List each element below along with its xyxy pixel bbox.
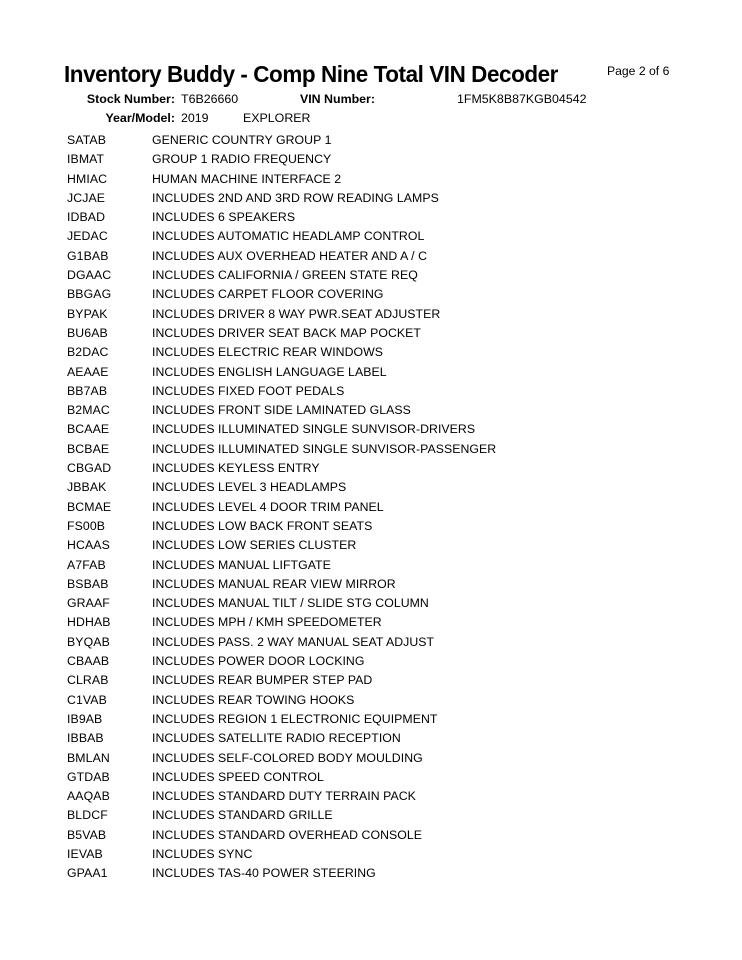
option-code: HCAAS xyxy=(67,538,110,553)
page-indicator: Page 2 of 6 xyxy=(607,64,670,78)
option-row xyxy=(0,673,742,692)
option-row xyxy=(0,577,742,596)
option-description: INCLUDES LOW BACK FRONT SEATS xyxy=(152,518,373,533)
option-row xyxy=(0,538,742,557)
option-description: INCLUDES SYNC xyxy=(152,846,253,861)
option-row xyxy=(0,654,742,673)
option-row xyxy=(0,326,742,345)
option-description: INCLUDES STANDARD GRILLE xyxy=(152,808,333,823)
option-code: BCBAE xyxy=(67,441,110,456)
option-code: BU6AB xyxy=(67,325,108,340)
year-model-row xyxy=(0,111,742,127)
option-description: INCLUDES CALIFORNIA / GREEN STATE REQ xyxy=(152,268,418,283)
option-code: HDHAB xyxy=(67,615,111,630)
option-code: BYPAK xyxy=(67,306,108,321)
option-description: INCLUDES LEVEL 4 DOOR TRIM PANEL xyxy=(152,499,384,514)
stock-number-value: T6B26660 xyxy=(181,92,239,106)
option-row xyxy=(0,249,742,268)
option-description: INCLUDES ILLUMINATED SINGLE SUNVISOR-PASSENGER xyxy=(152,441,497,456)
option-code: BB7AB xyxy=(67,383,108,398)
option-description: INCLUDES SELF-COLORED BODY MOULDING xyxy=(152,750,423,765)
option-row xyxy=(0,731,742,750)
option-description: INCLUDES LEVEL 3 HEADLAMPS xyxy=(152,480,347,495)
option-row xyxy=(0,422,742,441)
option-code: IDBAD xyxy=(67,210,106,225)
option-row xyxy=(0,287,742,306)
option-row xyxy=(0,365,742,384)
option-description: INCLUDES ELECTRIC REAR WINDOWS xyxy=(152,345,384,360)
year-value: 2019 xyxy=(181,111,209,125)
option-description: INCLUDES 2ND AND 3RD ROW READING LAMPS xyxy=(152,190,439,205)
option-code: BCAAE xyxy=(67,422,110,437)
option-description: INCLUDES MPH / KMH SPEEDOMETER xyxy=(152,615,382,630)
option-code: IB9AB xyxy=(67,711,103,726)
option-row xyxy=(0,307,742,326)
option-row xyxy=(0,345,742,364)
option-description: INCLUDES AUTOMATIC HEADLAMP CONTROL xyxy=(152,229,425,244)
option-row xyxy=(0,712,742,731)
option-description: INCLUDES MANUAL TILT / SLIDE STG COLUMN xyxy=(152,596,429,611)
option-code: JEDAC xyxy=(67,229,108,244)
option-description: INCLUDES REAR BUMPER STEP PAD xyxy=(152,673,373,688)
option-description: INCLUDES SPEED CONTROL xyxy=(152,769,324,784)
stock-and-vin-row xyxy=(0,92,742,108)
option-description: INCLUDES REGION 1 ELECTRONIC EQUIPMENT xyxy=(152,711,438,726)
option-description: INCLUDES FRONT SIDE LAMINATED GLASS xyxy=(152,403,411,418)
option-description: INCLUDES DRIVER SEAT BACK MAP POCKET xyxy=(152,325,421,340)
option-code: CBAAB xyxy=(67,654,110,669)
option-row xyxy=(0,596,742,615)
vin-number-label: VIN Number: xyxy=(299,92,375,106)
option-description: INCLUDES FIXED FOOT PEDALS xyxy=(152,383,345,398)
option-code: A7FAB xyxy=(67,557,106,572)
option-row xyxy=(0,847,742,866)
option-description: INCLUDES LOW SERIES CLUSTER xyxy=(152,538,357,553)
option-row xyxy=(0,500,742,519)
option-code: AEAAE xyxy=(67,364,109,379)
vin-number-value: 1FM5K8B87KGB04542 xyxy=(457,92,587,106)
option-description: INCLUDES TAS-40 POWER STEERING xyxy=(152,866,376,881)
option-code: GTDAB xyxy=(67,769,110,784)
option-code: G1BAB xyxy=(67,248,109,263)
option-description: INCLUDES MANUAL REAR VIEW MIRROR xyxy=(152,576,396,591)
option-code: FS00B xyxy=(67,518,106,533)
option-code: SATAB xyxy=(67,133,106,147)
option-row xyxy=(0,751,742,770)
option-code: IEVAB xyxy=(67,846,103,861)
option-description: INCLUDES KEYLESS ENTRY xyxy=(152,461,320,476)
option-description: INCLUDES POWER DOOR LOCKING xyxy=(152,654,365,669)
option-code: AAQAB xyxy=(67,789,110,804)
option-code: BCMAE xyxy=(67,499,112,514)
option-code: BYQAB xyxy=(67,634,110,649)
option-row xyxy=(0,442,742,461)
option-row xyxy=(0,789,742,808)
option-row xyxy=(0,461,742,480)
option-row xyxy=(0,191,742,210)
option-row xyxy=(0,229,742,248)
option-code: HMIAC xyxy=(67,171,108,186)
option-row xyxy=(0,268,742,287)
option-row xyxy=(0,770,742,789)
option-row xyxy=(0,480,742,499)
option-description: INCLUDES CARPET FLOOR COVERING xyxy=(152,287,384,302)
option-row xyxy=(0,828,742,847)
option-row xyxy=(0,133,742,152)
option-code-list xyxy=(0,133,742,886)
option-row xyxy=(0,519,742,538)
year-model-label: Year/Model: xyxy=(105,111,175,125)
stock-number-label: Stock Number: xyxy=(86,92,175,106)
option-code: BLDCF xyxy=(67,808,108,823)
option-row xyxy=(0,384,742,403)
option-code: C1VAB xyxy=(67,692,107,707)
option-description: INCLUDES ILLUMINATED SINGLE SUNVISOR-DRIVERS xyxy=(152,422,476,437)
option-description: INCLUDES STANDARD OVERHEAD CONSOLE xyxy=(152,827,423,842)
option-code: IBBAB xyxy=(67,731,104,746)
option-row xyxy=(0,172,742,191)
option-code: JCJAE xyxy=(67,190,106,205)
option-code: BSBAB xyxy=(67,576,109,591)
option-description: INCLUDES MANUAL LIFTGATE xyxy=(152,557,331,572)
option-row xyxy=(0,558,742,577)
option-description: GROUP 1 RADIO FREQUENCY xyxy=(152,152,332,167)
option-code: BBGAG xyxy=(67,287,112,302)
option-description: INCLUDES AUX OVERHEAD HEATER AND A / C xyxy=(152,248,428,263)
option-code: GPAA1 xyxy=(67,866,108,881)
option-code: CBGAD xyxy=(67,461,112,476)
option-row xyxy=(0,152,742,171)
option-row xyxy=(0,866,742,885)
option-code: JBBAK xyxy=(67,480,107,495)
option-description: INCLUDES DRIVER 8 WAY PWR.SEAT ADJUSTER xyxy=(152,306,441,321)
option-row xyxy=(0,403,742,422)
page-title: Inventory Buddy - Comp Nine Total VIN Decoder xyxy=(64,61,558,87)
option-description: INCLUDES ENGLISH LANGUAGE LABEL xyxy=(152,364,387,379)
option-code: B2MAC xyxy=(67,403,110,418)
option-row xyxy=(0,693,742,712)
option-code: GRAAF xyxy=(67,596,110,611)
option-description: HUMAN MACHINE INTERFACE 2 xyxy=(152,171,342,186)
option-code: B5VAB xyxy=(67,827,107,842)
model-value: EXPLORER xyxy=(243,111,311,125)
option-row xyxy=(0,635,742,654)
option-row xyxy=(0,615,742,634)
option-description: GENERIC COUNTRY GROUP 1 xyxy=(152,133,332,147)
option-code: DGAAC xyxy=(67,268,112,283)
option-description: INCLUDES REAR TOWING HOOKS xyxy=(152,692,355,707)
option-description: INCLUDES STANDARD DUTY TERRAIN PACK xyxy=(152,789,416,804)
option-row xyxy=(0,808,742,827)
option-code: B2DAC xyxy=(67,345,109,360)
option-description: INCLUDES 6 SPEAKERS xyxy=(152,210,296,225)
option-row xyxy=(0,210,742,229)
option-code: BMLAN xyxy=(67,750,110,765)
option-description: INCLUDES SATELLITE RADIO RECEPTION xyxy=(152,731,401,746)
option-description: INCLUDES PASS. 2 WAY MANUAL SEAT ADJUST xyxy=(152,634,435,649)
option-code: IBMAT xyxy=(67,152,105,167)
option-code: CLRAB xyxy=(67,673,109,688)
